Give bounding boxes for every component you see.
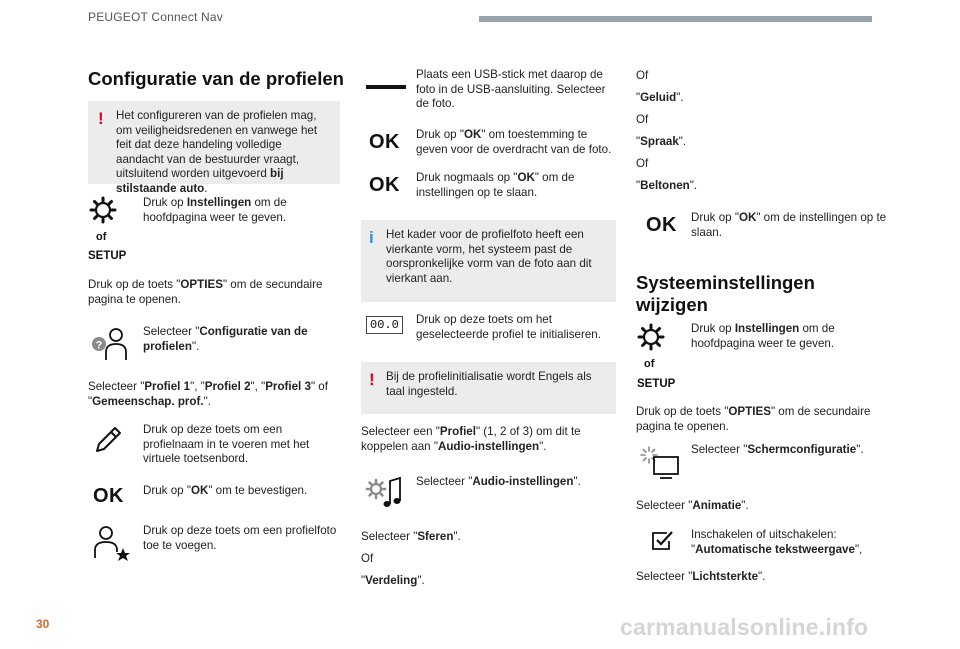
text-bold: Profiel 2 <box>204 380 251 393</box>
ok-transfer-instruction <box>416 128 616 157</box>
text-bold: Beltonen <box>640 179 690 192</box>
text: Selecteer " <box>636 570 693 583</box>
text: ". <box>453 530 461 543</box>
reset-key-label: 00.0 <box>366 316 403 334</box>
text: ", " <box>250 380 266 393</box>
text: Selecteer " <box>143 325 200 338</box>
warning-text: Bij de profielinitialisatie wordt Engels als taal ingesteld. <box>386 370 592 398</box>
text: " <box>636 135 641 148</box>
text-bold: Audio-instellingen <box>472 475 574 488</box>
text: Druk op <box>143 196 187 209</box>
profile-photo-icon <box>92 525 132 561</box>
warning-text-end: . <box>204 181 208 195</box>
select-brightness-instruction <box>636 570 765 585</box>
photo-instruction: Druk op deze toets om een profielfoto toe te voegen. <box>143 524 337 552</box>
text: Selecteer " <box>88 380 145 393</box>
text: " om de secundaire pagina te openen. <box>636 405 871 433</box>
profile-config-icon <box>90 326 130 362</box>
text: ", <box>854 542 863 556</box>
text: Druk op " <box>691 211 739 224</box>
text-bold: OK <box>190 484 209 497</box>
info-note-photo <box>361 220 616 302</box>
ok-save-instruction <box>416 171 616 200</box>
screen-config-icon <box>640 446 682 480</box>
text-bold: Sferen <box>417 530 454 543</box>
text: Druk op de toets " <box>636 405 729 418</box>
text: om de hoofdpagina weer te geven. <box>143 196 287 224</box>
text: " <box>636 179 641 192</box>
ok-key-label: OK <box>93 485 124 507</box>
svg-text:?: ? <box>95 339 103 352</box>
text: " <box>636 91 641 104</box>
text: " of " <box>88 380 328 408</box>
warning-text-bold: bij stilstaande auto <box>116 167 284 195</box>
beltonen-option <box>636 179 697 194</box>
text-bold: OK <box>463 128 482 141</box>
info-icon: i <box>369 228 374 247</box>
settings-gear-icon <box>637 323 665 351</box>
section-title-profiles: Configuratie van de profielen <box>88 68 344 89</box>
ok-key-label: OK <box>369 174 400 196</box>
text-bold: OPTIES <box>728 405 771 418</box>
text: ". <box>203 394 211 408</box>
text: " om toestemming te geven voor de overdracht van de foto. <box>416 128 612 156</box>
header-bar <box>479 16 872 22</box>
select-screen-instruction <box>691 443 891 458</box>
text: " om de instellingen op te slaan. <box>416 171 575 199</box>
usb-instruction: Plaats een USB-stick met daarop de foto in de USB-aansluiting. Selecteer de foto. <box>416 68 606 110</box>
text-bold: Instellingen <box>186 196 252 209</box>
text: Selecteer " <box>636 499 693 512</box>
pencil-icon <box>92 424 124 456</box>
reset-instruction: Druk op deze toets om het geselecteerde profiel te initialiseren. <box>416 313 601 341</box>
text-bold: Gemeenschap. prof. <box>92 394 204 408</box>
select-sferen-instruction <box>361 530 461 545</box>
info-text: Het kader voor de profielfoto heeft een vierkante vorm, het systeem past de oorspronkelijke vorm van de foto aan dit vierkant aan. <box>386 228 592 285</box>
text-bold: OK <box>738 211 757 224</box>
text-bold: Animatie <box>692 499 742 512</box>
toggle-instruction <box>691 528 891 557</box>
warning-note-reset <box>361 362 616 414</box>
geluid-option <box>636 91 684 106</box>
watermark: carmanualsonline.info <box>620 614 869 640</box>
settings-instruction <box>691 322 891 351</box>
pencil-instruction: Druk op deze toets om een profielnaam in te voeren met het virtuele toetsenbord. <box>143 423 310 465</box>
text: Inschakelen of uitschakelen: " <box>691 528 837 556</box>
text-bold: Lichtsterkte <box>692 570 759 583</box>
text: " om de instellingen op te slaan. <box>691 211 887 239</box>
text: ". <box>856 443 864 456</box>
or-text: Of <box>361 552 374 565</box>
settings-gear-icon <box>89 196 117 224</box>
text: Selecteer " <box>361 530 418 543</box>
setup-key-label: SETUP <box>88 250 127 262</box>
section-title-system: Systeeminstellingen wijzigen <box>636 272 815 315</box>
text: ". <box>417 574 425 587</box>
text: om de hoofdpagina weer te geven. <box>691 322 835 350</box>
text: Druk op " <box>143 484 191 497</box>
text-bold: Geluid <box>640 91 677 104</box>
or-text: Of <box>636 113 649 126</box>
select-animatie-instruction <box>636 499 749 514</box>
ok-key-label: OK <box>369 131 400 153</box>
text-bold: Profiel 3 <box>265 380 311 393</box>
text: " om de secundaire pagina te openen. <box>88 278 323 306</box>
page-number: 30 <box>36 617 50 631</box>
text: ". <box>676 91 684 104</box>
spraak-option <box>636 135 686 150</box>
or-label: of <box>96 231 107 243</box>
setup-key-label: SETUP <box>637 378 676 390</box>
settings-instruction <box>143 196 343 225</box>
text-bold: Spraak <box>640 135 679 148</box>
or-text: Of <box>636 69 649 82</box>
text: " (1, 2 of 3) om dit te koppelen aan " <box>361 425 581 453</box>
warning-icon: ! <box>369 370 375 389</box>
text: " <box>361 574 366 587</box>
text-bold: Configuratie van de profielen <box>143 325 308 353</box>
text-bold: OPTIES <box>180 278 223 291</box>
text: Druk op <box>691 322 735 335</box>
text-bold: Instellingen <box>734 322 800 335</box>
warning-text: Het configureren van de profielen mag, om veiligheidsredenen en vanwege het feit dat deze handeling volledige aandacht van de bestuurder vraagt, uitsluitend worden uitgevoerd <box>116 109 318 180</box>
text: Druk op " <box>416 128 464 141</box>
ok-key-label: OK <box>646 214 677 236</box>
text: Selecteer een " <box>361 425 440 438</box>
or-text: Of <box>636 157 649 170</box>
text: ". <box>678 135 687 148</box>
text-bold: Automatische tekstweergave <box>695 542 855 556</box>
audio-settings-icon <box>364 475 404 511</box>
ok-save-instruction <box>691 211 891 240</box>
ok-confirm-instruction <box>143 484 343 499</box>
text-bold: OK <box>517 171 535 184</box>
options-instruction <box>636 405 892 434</box>
select-profile-instruction <box>88 380 348 409</box>
text-bold: Profiel <box>439 425 476 438</box>
running-header: PEUGEOT Connect Nav <box>88 10 223 24</box>
select-audio-instruction <box>416 475 616 490</box>
warning-note-profiles <box>88 101 340 195</box>
text: ". <box>758 570 766 583</box>
text: ", " <box>190 380 205 393</box>
text: ". <box>573 475 581 488</box>
text: ". <box>191 339 200 353</box>
usb-key-icon <box>366 85 406 89</box>
text: " om te bevestigen. <box>208 484 308 497</box>
options-instruction <box>88 278 343 307</box>
checkbox-icon <box>651 530 675 552</box>
or-label: of <box>644 358 655 370</box>
text-bold: Audio-instellingen <box>437 439 540 453</box>
text-bold: Schermconfiguratie <box>747 443 857 456</box>
warning-icon: ! <box>98 109 104 128</box>
text: ". <box>539 439 547 453</box>
text-bold: Verdeling <box>365 574 418 587</box>
text: Selecteer " <box>416 475 473 488</box>
select-config-instruction <box>143 325 343 354</box>
text-bold: Profiel 1 <box>144 380 191 393</box>
verdeling-option <box>361 574 425 589</box>
text: Druk nogmaals op " <box>416 171 518 184</box>
select-profile-audio-instruction <box>361 425 617 454</box>
text: ". <box>741 499 749 512</box>
text: ". <box>689 179 698 192</box>
text: Druk op de toets " <box>88 278 181 291</box>
text: Selecteer " <box>691 443 748 456</box>
